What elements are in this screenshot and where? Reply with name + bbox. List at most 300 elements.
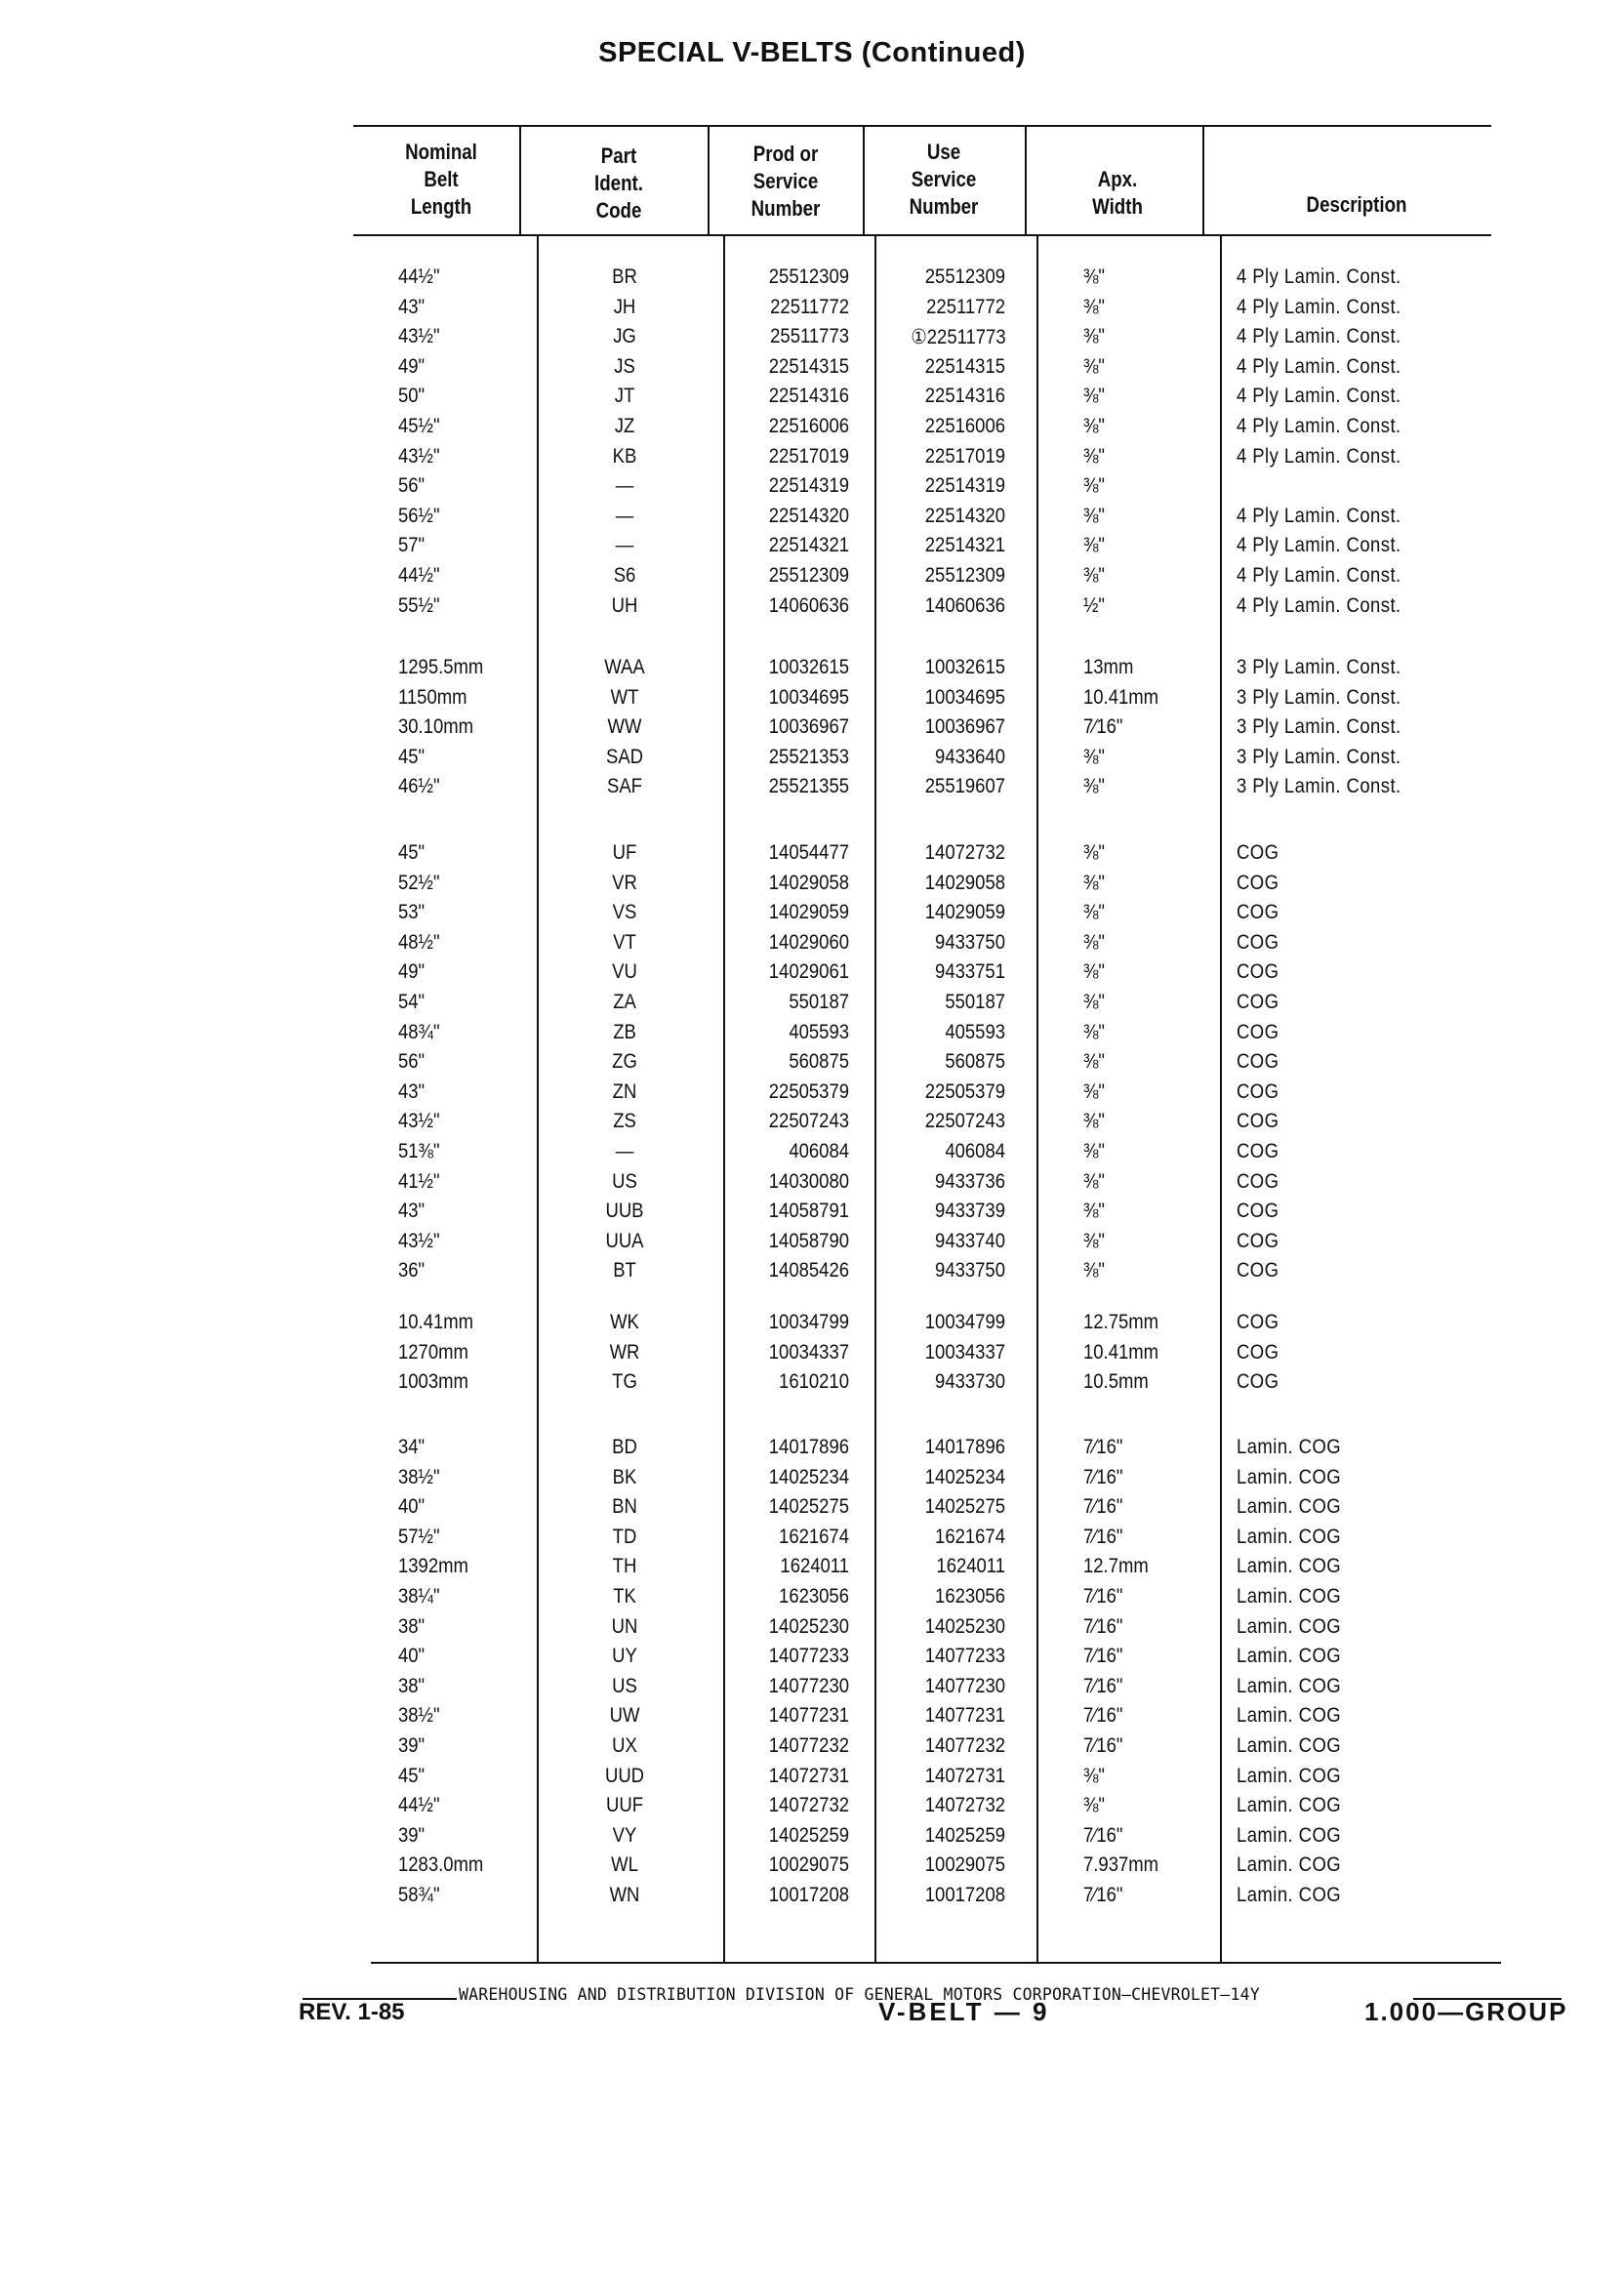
- part-code-cell: VY: [612, 1823, 637, 1847]
- width-cell: ⅜": [1083, 444, 1105, 468]
- belt-length-cell: 45": [398, 745, 426, 768]
- prod-service-number-cell: 550187: [789, 991, 849, 1013]
- belt-length-cell: 38": [398, 1614, 426, 1638]
- belt-length-cell: 56": [398, 474, 426, 498]
- part-code-cell: —: [615, 1140, 634, 1162]
- description-cell: Lamin. COG: [1237, 1704, 1342, 1728]
- use-service-number-cell: 14077231: [924, 1704, 1005, 1728]
- table-row: [0, 445, 1624, 474]
- part-code-cell: BD: [612, 1436, 637, 1458]
- part-code-cell: JH: [613, 295, 636, 318]
- part-code-cell: ZG: [612, 1050, 637, 1074]
- belt-length-cell: 43½": [398, 325, 440, 348]
- table-row: [0, 1466, 1624, 1495]
- part-code-cell: BK: [612, 1465, 637, 1488]
- table-row: [0, 1110, 1624, 1139]
- width-cell: ⅜": [1083, 534, 1105, 557]
- description-cell: Lamin. COG: [1237, 1823, 1342, 1847]
- prod-service-number-cell: 14029060: [768, 930, 849, 954]
- table-row: [0, 991, 1624, 1020]
- belt-length-cell: 43½": [398, 444, 440, 468]
- part-code-cell: TD: [612, 1525, 637, 1548]
- prod-service-number-cell: 14025275: [768, 1495, 849, 1519]
- belt-length-cell: 55½": [398, 593, 440, 617]
- table-row: [0, 656, 1624, 685]
- use-service-number-cell: 14025259: [924, 1823, 1005, 1847]
- prod-service-number-cell: 14030080: [768, 1169, 849, 1193]
- header-part-ident-code: Part Ident. Code: [594, 143, 643, 223]
- prod-service-number-cell: 14058790: [768, 1229, 849, 1252]
- table-row: [0, 534, 1624, 563]
- table-row: [0, 1050, 1624, 1079]
- part-code-cell: ZA: [613, 991, 636, 1013]
- table-row: [0, 1765, 1624, 1794]
- width-cell: ⅜": [1083, 415, 1105, 437]
- part-code-cell: SAD: [605, 745, 644, 768]
- use-service-number-cell: 10034337: [924, 1340, 1005, 1364]
- description-cell: 4 Ply Lamin. Const.: [1237, 354, 1401, 378]
- use-service-number-cell: 9433750: [935, 930, 1005, 954]
- table-row: [0, 505, 1624, 534]
- width-cell: ⅜": [1083, 960, 1105, 984]
- use-service-number-cell: 10017208: [924, 1884, 1005, 1906]
- width-cell: ⅜": [1083, 1020, 1105, 1043]
- use-service-number-cell: 9433751: [935, 960, 1005, 984]
- description-cell: Lamin. COG: [1237, 1734, 1342, 1757]
- description-cell: COG: [1237, 1259, 1279, 1282]
- prod-service-number-cell: 14029058: [768, 871, 849, 894]
- use-service-number-cell: 14077232: [924, 1734, 1005, 1757]
- prod-service-number-cell: 14077230: [768, 1674, 849, 1697]
- description-cell: COG: [1237, 1340, 1279, 1364]
- belt-length-cell: 1295.5mm: [398, 656, 484, 678]
- table-top-rule: [353, 125, 1491, 127]
- use-service-number-cell: 1621674: [935, 1525, 1005, 1548]
- belt-length-cell: 43": [398, 295, 426, 318]
- table-row: [0, 385, 1624, 414]
- description-cell: 4 Ply Lamin. Const.: [1237, 593, 1401, 617]
- belt-length-cell: 1392mm: [398, 1555, 468, 1578]
- part-code-cell: US: [612, 1169, 637, 1193]
- width-cell: ⅜": [1083, 991, 1105, 1013]
- table-row: [0, 931, 1624, 960]
- prod-service-number-cell: 405593: [789, 1020, 849, 1043]
- belt-length-cell: 40": [398, 1645, 426, 1668]
- width-cell: 12.75mm: [1083, 1311, 1159, 1333]
- description-cell: COG: [1237, 901, 1279, 924]
- table-row: [0, 296, 1624, 325]
- prod-service-number-cell: 25512309: [768, 564, 849, 587]
- part-code-cell: —: [615, 474, 634, 498]
- width-cell: 7⁄16": [1083, 1674, 1123, 1697]
- belt-length-cell: 44½": [398, 1794, 440, 1817]
- use-service-number-cell: 14072731: [924, 1764, 1005, 1787]
- width-cell: ⅜": [1083, 325, 1105, 348]
- table-row: [0, 325, 1624, 354]
- use-service-number-cell: 22514320: [924, 504, 1005, 527]
- width-cell: ⅜": [1083, 841, 1105, 864]
- belt-length-cell: 10.41mm: [398, 1311, 474, 1333]
- prod-service-number-cell: 14060636: [768, 593, 849, 617]
- part-code-cell: UX: [612, 1734, 637, 1757]
- part-code-cell: TK: [613, 1585, 636, 1608]
- prod-service-number-cell: 22514319: [768, 474, 849, 498]
- part-code-cell: ZB: [613, 1020, 636, 1043]
- part-code-cell: WAA: [604, 656, 645, 678]
- table-row: [0, 265, 1624, 295]
- table-row: [0, 355, 1624, 385]
- table-row: [0, 1495, 1624, 1525]
- width-cell: 7⁄16": [1083, 1585, 1123, 1608]
- prod-service-number-cell: 10032615: [768, 656, 849, 678]
- table-row: [0, 1704, 1624, 1733]
- description-cell: 4 Ply Lamin. Const.: [1237, 564, 1401, 587]
- table-row: [0, 1230, 1624, 1259]
- part-code-cell: ZN: [612, 1079, 637, 1103]
- prod-service-number-cell: 10034695: [768, 685, 849, 709]
- use-service-number-cell: 406084: [945, 1140, 1005, 1162]
- belt-length-cell: 1150mm: [398, 685, 467, 709]
- belt-length-cell: 45": [398, 1764, 426, 1787]
- width-cell: 13mm: [1083, 656, 1134, 678]
- prod-service-number-cell: 14025230: [768, 1614, 849, 1638]
- description-cell: COG: [1237, 1050, 1279, 1074]
- belt-length-cell: 1003mm: [398, 1370, 468, 1394]
- description-cell: 4 Ply Lamin. Const.: [1237, 295, 1401, 318]
- width-cell: 10.5mm: [1083, 1370, 1149, 1394]
- part-code-cell: UY: [612, 1645, 637, 1668]
- belt-length-cell: 40": [398, 1495, 426, 1519]
- table-row: [0, 1259, 1624, 1288]
- prod-service-number-cell: 10029075: [768, 1853, 849, 1877]
- use-service-number-cell: 22517019: [924, 444, 1005, 468]
- use-service-number-cell: 9433739: [935, 1200, 1005, 1223]
- width-cell: 7⁄16": [1083, 1525, 1123, 1548]
- table-row: [0, 1341, 1624, 1370]
- width-cell: ⅜": [1083, 564, 1105, 587]
- prod-service-number-cell: 25511773: [770, 325, 849, 348]
- width-cell: ⅜": [1083, 1110, 1105, 1133]
- width-cell: ⅜": [1083, 1140, 1105, 1162]
- table-row: [0, 901, 1624, 930]
- column-divider: [1025, 125, 1027, 235]
- prod-service-number-cell: 22514320: [768, 504, 849, 527]
- prod-service-number-cell: 22516006: [768, 415, 849, 437]
- part-code-cell: BT: [613, 1259, 636, 1282]
- belt-length-cell: 44½": [398, 564, 440, 587]
- part-code-cell: VS: [612, 901, 637, 924]
- part-code-cell: BN: [612, 1495, 637, 1519]
- use-service-number-cell: 14077233: [924, 1645, 1005, 1668]
- belt-length-cell: 1270mm: [398, 1340, 468, 1364]
- width-cell: ⅜": [1083, 1079, 1105, 1103]
- part-code-cell: JZ: [614, 415, 635, 437]
- part-code-cell: UF: [612, 841, 637, 864]
- prod-service-number-cell: 14077233: [768, 1645, 849, 1668]
- description-cell: COG: [1237, 1370, 1279, 1394]
- header-bottom-rule: [353, 234, 1491, 236]
- use-service-number-cell: 14029059: [924, 901, 1005, 924]
- table-row: [0, 1170, 1624, 1200]
- use-service-number-cell: 14025275: [924, 1495, 1005, 1519]
- table-row: [0, 841, 1624, 871]
- part-code-cell: WT: [610, 685, 639, 709]
- part-code-cell: VR: [612, 871, 637, 894]
- description-cell: COG: [1237, 841, 1279, 864]
- prod-service-number-cell: 22517019: [768, 444, 849, 468]
- belt-length-cell: 39": [398, 1823, 426, 1847]
- belt-length-cell: 48¾": [398, 1020, 440, 1043]
- width-cell: 7⁄16": [1083, 1645, 1123, 1668]
- part-code-cell: UUD: [604, 1764, 645, 1787]
- use-service-number-cell: 14025234: [924, 1465, 1005, 1488]
- width-cell: ⅜": [1083, 1764, 1105, 1787]
- part-code-cell: UUB: [605, 1200, 644, 1223]
- width-cell: ⅜": [1083, 1229, 1105, 1252]
- table-row: [0, 564, 1624, 593]
- part-code-cell: UUF: [605, 1794, 643, 1817]
- table-row: [0, 1370, 1624, 1400]
- width-cell: 7⁄16": [1083, 1704, 1123, 1728]
- use-service-number-cell: 9433740: [935, 1229, 1005, 1252]
- width-cell: 7.937mm: [1083, 1853, 1159, 1877]
- width-cell: ⅜": [1083, 265, 1105, 288]
- description-cell: Lamin. COG: [1237, 1645, 1342, 1668]
- use-service-number-cell: 560875: [945, 1050, 1005, 1074]
- use-service-number-cell: 9433750: [935, 1259, 1005, 1282]
- width-cell: ⅜": [1083, 1050, 1105, 1074]
- belt-length-cell: 43": [398, 1079, 426, 1103]
- width-cell: ⅜": [1083, 474, 1105, 498]
- part-code-cell: VT: [613, 930, 636, 954]
- width-cell: 7⁄16": [1083, 1884, 1123, 1906]
- column-divider: [708, 125, 710, 235]
- prod-service-number-cell: 14017896: [768, 1436, 849, 1458]
- use-service-number-cell: 25512309: [924, 564, 1005, 587]
- prod-service-number-cell: 10036967: [768, 715, 849, 739]
- table-row: [0, 715, 1624, 745]
- part-code-cell: TH: [612, 1555, 637, 1578]
- part-code-cell: WW: [607, 715, 642, 739]
- width-cell: ⅜": [1083, 775, 1105, 798]
- description-cell: 3 Ply Lamin. Const.: [1237, 745, 1401, 768]
- use-service-number-cell: 22507243: [924, 1110, 1005, 1133]
- description-cell: 3 Ply Lamin. Const.: [1237, 656, 1401, 678]
- description-cell: COG: [1237, 871, 1279, 894]
- width-cell: ½": [1083, 593, 1105, 617]
- width-cell: 10.41mm: [1083, 1340, 1159, 1364]
- prod-service-number-cell: 14058791: [768, 1200, 849, 1223]
- description-cell: COG: [1237, 1200, 1279, 1223]
- width-cell: 7⁄16": [1083, 1823, 1123, 1847]
- use-service-number-cell: 22514321: [924, 534, 1005, 557]
- width-cell: ⅜": [1083, 1200, 1105, 1223]
- part-code-cell: VU: [612, 960, 637, 984]
- header-prod-service-number: Prod or Service Number: [751, 142, 821, 221]
- description-cell: COG: [1237, 991, 1279, 1013]
- belt-length-cell: 57": [398, 534, 426, 557]
- part-code-cell: JS: [614, 354, 635, 378]
- description-cell: 4 Ply Lamin. Const.: [1237, 415, 1401, 437]
- use-service-number-cell: 10034799: [924, 1311, 1005, 1333]
- prod-service-number-cell: 14072731: [768, 1764, 849, 1787]
- width-cell: ⅜": [1083, 871, 1105, 894]
- use-service-number-cell: 10034695: [924, 685, 1005, 709]
- description-cell: Lamin. COG: [1237, 1436, 1342, 1458]
- description-cell: Lamin. COG: [1237, 1794, 1342, 1817]
- belt-length-cell: 49": [398, 354, 426, 378]
- use-service-number-cell: ①22511773: [911, 326, 1006, 349]
- belt-length-cell: 39": [398, 1734, 426, 1757]
- table-row: [0, 960, 1624, 990]
- table-row: [0, 1884, 1624, 1913]
- prod-service-number-cell: 22507243: [768, 1110, 849, 1133]
- prod-service-number-cell: 25512309: [768, 265, 849, 288]
- belt-length-cell: 38¼": [398, 1585, 440, 1608]
- description-cell: 4 Ply Lamin. Const.: [1237, 385, 1401, 408]
- belt-length-cell: 45½": [398, 415, 440, 437]
- description-cell: 4 Ply Lamin. Const.: [1237, 444, 1401, 468]
- prod-service-number-cell: 406084: [789, 1140, 849, 1162]
- footer-division-line: WAREHOUSING AND DISTRIBUTION DIVISION OF GENERAL MOTORS CORPORATION—CHEVROLET—14Y: [459, 1985, 1260, 2004]
- belt-length-cell: 56": [398, 1050, 426, 1074]
- part-code-cell: SAF: [607, 775, 642, 798]
- prod-service-number-cell: 22514316: [768, 385, 849, 408]
- part-code-cell: UUA: [605, 1229, 644, 1252]
- belt-length-cell: 56½": [398, 504, 440, 527]
- use-service-number-cell: 10029075: [924, 1853, 1005, 1877]
- width-cell: 7⁄16": [1083, 1734, 1123, 1757]
- table-row: [0, 1021, 1624, 1050]
- group-label: 1.000—GROUP: [1364, 1997, 1568, 2026]
- belt-length-cell: 54": [398, 991, 426, 1013]
- table-row: [0, 1645, 1624, 1674]
- width-cell: ⅜": [1083, 504, 1105, 527]
- width-cell: ⅜": [1083, 1259, 1105, 1282]
- part-code-cell: WR: [609, 1340, 640, 1364]
- column-divider: [1202, 125, 1204, 235]
- part-code-cell: JG: [613, 325, 636, 348]
- table-row: [0, 775, 1624, 804]
- description-cell: COG: [1237, 930, 1279, 954]
- table-row: [0, 1526, 1624, 1555]
- part-code-cell: BR: [612, 265, 637, 288]
- prod-service-number-cell: 10034799: [768, 1311, 849, 1333]
- part-code-cell: S6: [613, 564, 636, 587]
- table-row: [0, 1615, 1624, 1645]
- part-code-cell: TG: [612, 1370, 637, 1394]
- prod-service-number-cell: 14077232: [768, 1734, 849, 1757]
- width-cell: ⅜": [1083, 745, 1105, 768]
- belt-length-cell: 45": [398, 841, 426, 864]
- table-row: [0, 1675, 1624, 1704]
- page-number: V-BELT — 9: [878, 1997, 1050, 2026]
- use-service-number-cell: 22516006: [924, 415, 1005, 437]
- prod-service-number-cell: 14054477: [768, 841, 849, 864]
- width-cell: ⅜": [1083, 930, 1105, 954]
- description-cell: Lamin. COG: [1237, 1525, 1342, 1548]
- prod-service-number-cell: 1621674: [779, 1525, 849, 1548]
- width-cell: 7⁄16": [1083, 1495, 1123, 1519]
- description-cell: Lamin. COG: [1237, 1674, 1342, 1697]
- belt-length-cell: 44½": [398, 265, 440, 288]
- width-cell: ⅜": [1083, 1794, 1105, 1817]
- prod-service-number-cell: 25521355: [768, 775, 849, 798]
- width-cell: 7⁄16": [1083, 1614, 1123, 1638]
- part-code-cell: ZS: [613, 1110, 636, 1133]
- part-code-cell: UW: [609, 1704, 640, 1728]
- prod-service-number-cell: 560875: [789, 1050, 849, 1074]
- description-cell: 3 Ply Lamin. Const.: [1237, 685, 1401, 709]
- belt-length-cell: 43½": [398, 1110, 440, 1133]
- table-row: [0, 594, 1624, 624]
- table-row: [0, 415, 1624, 444]
- table-row: [0, 1585, 1624, 1614]
- description-cell: COG: [1237, 1110, 1279, 1133]
- belt-length-cell: 38": [398, 1674, 426, 1697]
- part-code-cell: UN: [611, 1614, 638, 1638]
- prod-service-number-cell: 14025234: [768, 1465, 849, 1488]
- use-service-number-cell: 22514319: [924, 474, 1005, 498]
- belt-length-cell: 41½": [398, 1169, 440, 1193]
- description-cell: 3 Ply Lamin. Const.: [1237, 775, 1401, 798]
- prod-service-number-cell: 22514321: [768, 534, 849, 557]
- prod-service-number-cell: 14077231: [768, 1704, 849, 1728]
- width-cell: ⅜": [1083, 385, 1105, 408]
- table-row: [0, 1853, 1624, 1883]
- table-row: [0, 1311, 1624, 1340]
- description-cell: Lamin. COG: [1237, 1495, 1342, 1519]
- belt-length-cell: 48½": [398, 930, 440, 954]
- table-row: [0, 1555, 1624, 1584]
- description-cell: COG: [1237, 1311, 1279, 1333]
- prod-service-number-cell: 25521353: [768, 745, 849, 768]
- use-service-number-cell: 22514316: [924, 385, 1005, 408]
- prod-service-number-cell: 1623056: [779, 1585, 849, 1608]
- width-cell: ⅜": [1083, 901, 1105, 924]
- table-row: [0, 1200, 1624, 1229]
- description-cell: 4 Ply Lamin. Const.: [1237, 534, 1401, 557]
- use-service-number-cell: 22505379: [924, 1079, 1005, 1103]
- header-description: Description: [1306, 192, 1407, 217]
- use-service-number-cell: 14060636: [924, 593, 1005, 617]
- belt-length-cell: 49": [398, 960, 426, 984]
- width-cell: 7⁄16": [1083, 715, 1123, 739]
- prod-service-number-cell: 10017208: [768, 1884, 849, 1906]
- use-service-number-cell: 22511772: [926, 295, 1005, 318]
- description-cell: Lamin. COG: [1237, 1764, 1342, 1787]
- table-bottom-rule: [371, 1962, 1501, 1964]
- use-service-number-cell: 9433736: [935, 1169, 1005, 1193]
- use-service-number-cell: 1623056: [935, 1585, 1005, 1608]
- part-code-cell: US: [612, 1674, 637, 1697]
- use-service-number-cell: 9433640: [935, 745, 1005, 768]
- description-cell: COG: [1237, 1140, 1279, 1162]
- prod-service-number-cell: 14029061: [768, 960, 849, 984]
- belt-length-cell: 36": [398, 1259, 426, 1282]
- table-row: [0, 1734, 1624, 1764]
- prod-service-number-cell: 22505379: [768, 1079, 849, 1103]
- part-code-cell: —: [615, 534, 634, 557]
- belt-length-cell: 38½": [398, 1465, 440, 1488]
- width-cell: 7⁄16": [1083, 1436, 1123, 1458]
- description-cell: Lamin. COG: [1237, 1614, 1342, 1638]
- belt-length-cell: 57½": [398, 1525, 440, 1548]
- part-code-cell: UH: [611, 593, 638, 617]
- use-service-number-cell: 14072732: [924, 1794, 1005, 1817]
- use-service-number-cell: 9433730: [935, 1370, 1005, 1394]
- description-cell: Lamin. COG: [1237, 1465, 1342, 1488]
